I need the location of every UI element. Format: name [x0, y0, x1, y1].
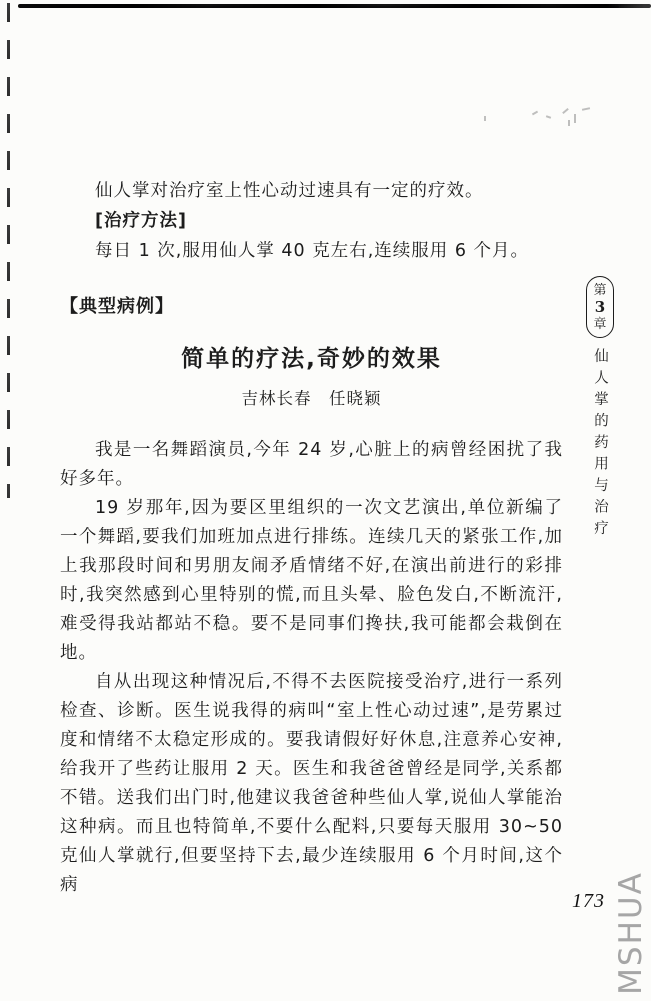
intro-effect-line: 仙人掌对治疗室上性心动过速具有一定的疗效。	[95, 181, 484, 201]
article-paragraph: 自从出现这种情况后,不得不去医院接受治疗,进行一系列检查、诊断。医生说我得的病叫“室上性心动过速”,是劳累过度和情绪不太稳定形成的。要我请假好好休息,注意养心安神,给我开了些药让服用 2 天。医生和我爸爸曾经是同学,关系都不错。送我们出门时,他建议我爸爸种些仙人掌,说仙人掌能治这种病。而且也特简单,不要什么配料,只要每天服用 30~50 克仙人掌就行,但要坚持下去,最少连续服用 6 个月时间,这个病	[60, 672, 563, 895]
article-byline: 吉林长春 任晓颖	[241, 389, 382, 408]
chapter-title-vertical: 仙人掌的药用与治疗	[592, 348, 608, 542]
treatment-method-label: [治疗方法]	[95, 211, 187, 231]
page-number: 173	[572, 890, 605, 912]
page-body	[60, 176, 563, 900]
article-title: 简单的疗法,奇妙的效果	[181, 346, 442, 372]
treatment-method-text: 每日 1 次,服用仙人掌 40 克左右,连续服用 6 个月。	[95, 241, 530, 261]
chapter-badge-number: 3	[594, 297, 606, 316]
binding-dashes-artifact	[7, 3, 10, 498]
chapter-number-badge	[586, 276, 614, 338]
scan-edge-artifact	[18, 4, 651, 8]
pencil-scribble-artifact	[470, 104, 600, 130]
article-body	[60, 436, 563, 900]
article-paragraph: 我是一名舞蹈演员,今年 24 岁,心脏上的病曾经困扰了我好多年。	[60, 440, 563, 489]
typical-case-label: 【典型病例】	[60, 296, 174, 317]
chapter-badge-char: 章	[593, 316, 607, 332]
chapter-badge-char: 第	[593, 282, 607, 298]
watermark-text: MSHUA	[613, 871, 649, 995]
article-paragraph: 19 岁那年,因为要区里组织的一次文艺演出,单位新编了一个舞蹈,要我们加班加点进行排练。连续几天的紧张工作,加上我那段时间和男朋友闹矛盾情绪不好,在演出前进行的彩排时,我突然感到心里特别的慌,而且头晕、脸色发白,不断流汗,难受得我站都站不稳。要不是同事们搀扶,我可能都会栽倒在地。	[60, 498, 563, 663]
